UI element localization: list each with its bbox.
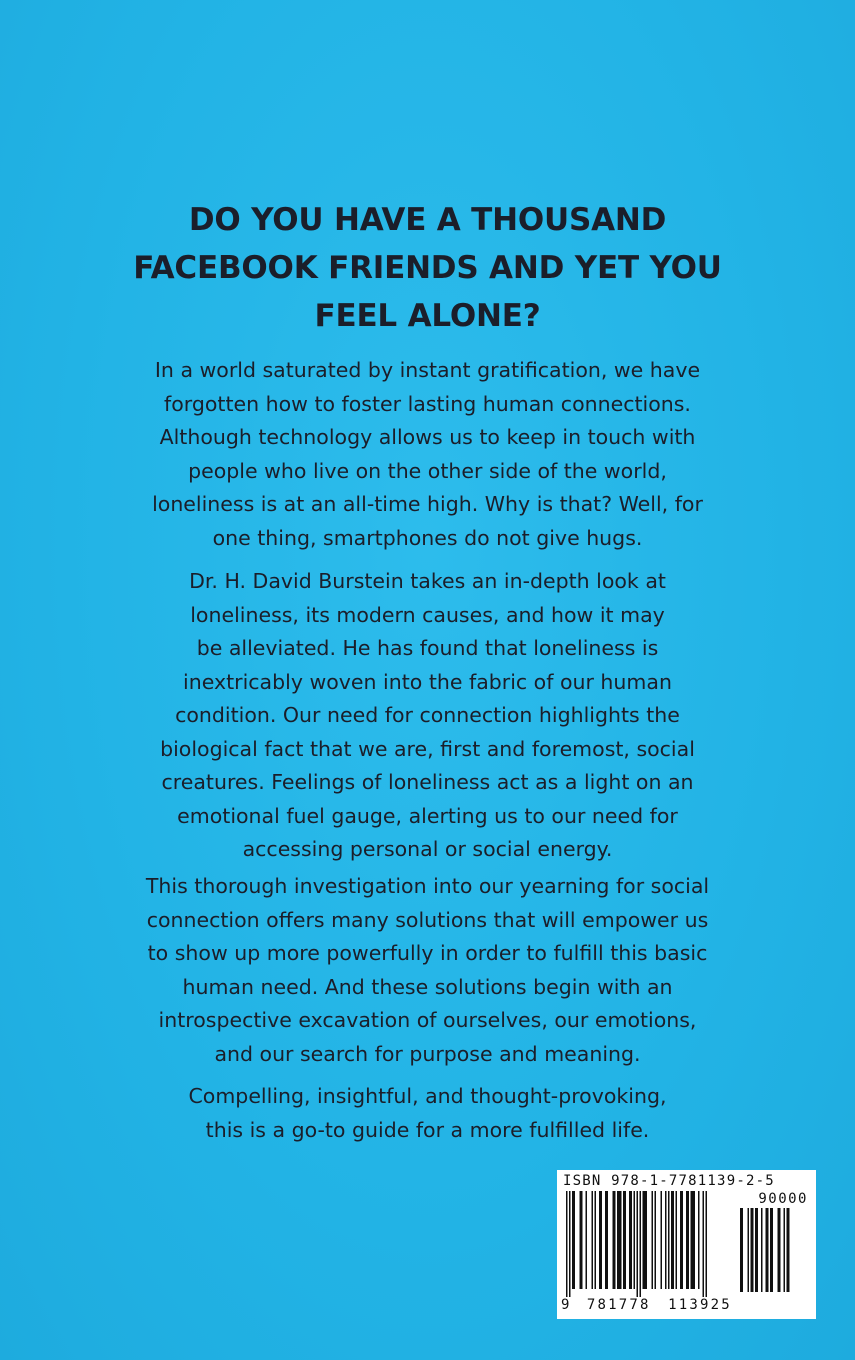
barcode-bar (770, 1208, 773, 1292)
ean-left-group: 781778 (586, 1297, 651, 1313)
headline-line: FACEBOOK FRIENDS AND YET YOU (133, 250, 722, 286)
text-line: emotional fuel gauge, alerting us to our need for (177, 803, 678, 828)
text-line: to show up more powerfully in order to fulfill this basic (147, 941, 708, 965)
ean-right-group: 113925 (668, 1297, 732, 1313)
text-line: biological fact that we are, first and foremost, social (160, 736, 695, 761)
barcode-bar (706, 1191, 708, 1297)
barcode-bar (784, 1208, 786, 1292)
barcode-bar (778, 1208, 781, 1292)
barcode-bar (595, 1191, 597, 1289)
barcode-bar (680, 1191, 683, 1289)
barcode-bar (605, 1191, 608, 1289)
barcode-bar (643, 1191, 648, 1289)
barcode-bar (676, 1191, 678, 1289)
text-line: people who live on the other side of the world, (188, 458, 667, 483)
barcode-bar (661, 1191, 663, 1289)
text-line: connection offers many solutions that will empower us (146, 907, 709, 932)
text-line: condition. Our need for connection highlights the (175, 703, 680, 727)
barcode-bar (637, 1191, 639, 1297)
barcode-bar (751, 1208, 754, 1292)
barcode-bar (572, 1191, 575, 1289)
barcode-bar (655, 1191, 657, 1289)
barcode-bar (686, 1191, 689, 1289)
barcode-bar (640, 1191, 642, 1297)
ean-first-digit: 9 (561, 1297, 570, 1313)
barcode-bar (617, 1191, 622, 1289)
barcode-bar (691, 1191, 696, 1289)
barcode-bar (787, 1208, 790, 1292)
barcode-bar (566, 1191, 568, 1297)
text-line: this is a go-to guide for a more fulfilled life. (205, 1117, 650, 1142)
text-line: one thing, smartphones do not give hugs. (212, 525, 643, 550)
headline (60, 196, 795, 340)
blurb-paragraph-3 (60, 870, 795, 1071)
text-line: and our search for purpose and meaning. (214, 1041, 641, 1066)
text-line: This thorough investigation into our yearning for social (145, 874, 710, 898)
barcode-bar (599, 1191, 602, 1289)
blurb-paragraph-2 (60, 565, 795, 867)
text-line: forgotten how to foster lasting human connections. (164, 391, 691, 416)
barcode-bar (740, 1208, 743, 1292)
headline-line: FEEL ALONE? (314, 298, 541, 334)
barcode-bar (592, 1191, 594, 1289)
text-line: human need. And these solutions begin with an (182, 974, 673, 999)
text-line: inextricably woven into the fabric of our human (183, 669, 672, 694)
text-line: loneliness is at an all-time high. Why is that? Well, for (152, 492, 703, 516)
barcode-bar (748, 1208, 750, 1292)
blurb-paragraph-4 (60, 1080, 795, 1147)
barcode-bar (761, 1208, 763, 1292)
barcode-bar (580, 1191, 583, 1289)
barcode-bar (766, 1208, 769, 1292)
text-line: Dr. H. David Burstein takes an in-depth look at (189, 569, 666, 593)
barcode-bar (569, 1191, 571, 1297)
barcode-bar (703, 1191, 705, 1297)
barcode-bar (755, 1208, 758, 1292)
text-line: Compelling, insightful, and thought-provoking, (188, 1084, 667, 1108)
blurb-paragraph-1 (60, 354, 795, 555)
text-line: In a world saturated by instant gratification, we have (154, 358, 701, 382)
text-line: loneliness, its modern causes, and how it may (190, 602, 665, 627)
ean-digits (561, 1297, 732, 1313)
text-line: creatures. Feelings of loneliness act as a light on an (161, 770, 694, 794)
barcode-bar (613, 1191, 616, 1289)
barcode-bar (634, 1191, 636, 1289)
barcode-bar (652, 1191, 654, 1289)
barcode-bar (668, 1191, 670, 1289)
isbn-label: ISBN 978-1-7781139-2-5 (563, 1173, 775, 1189)
isbn-barcode (557, 1170, 816, 1319)
barcode-bar (698, 1191, 700, 1289)
barcode-bar (665, 1191, 667, 1289)
text-line: Although technology allows us to keep in touch with (159, 425, 696, 449)
text-line: accessing personal or social energy. (242, 837, 613, 861)
text-line: introspective excavation of ourselves, our emotions, (158, 1008, 697, 1032)
ean-barcode-bars (566, 1191, 736, 1297)
text-line: be alleviated. He has found that loneliness is (196, 636, 659, 660)
headline-line: DO YOU HAVE A THOUSAND (188, 202, 667, 238)
price-code: 90000 (758, 1191, 808, 1207)
addon-barcode-bars (740, 1208, 808, 1314)
barcode-bar (586, 1191, 588, 1289)
barcode-bar (629, 1191, 632, 1289)
barcode-bar (671, 1191, 674, 1289)
barcode-bar (623, 1191, 626, 1289)
